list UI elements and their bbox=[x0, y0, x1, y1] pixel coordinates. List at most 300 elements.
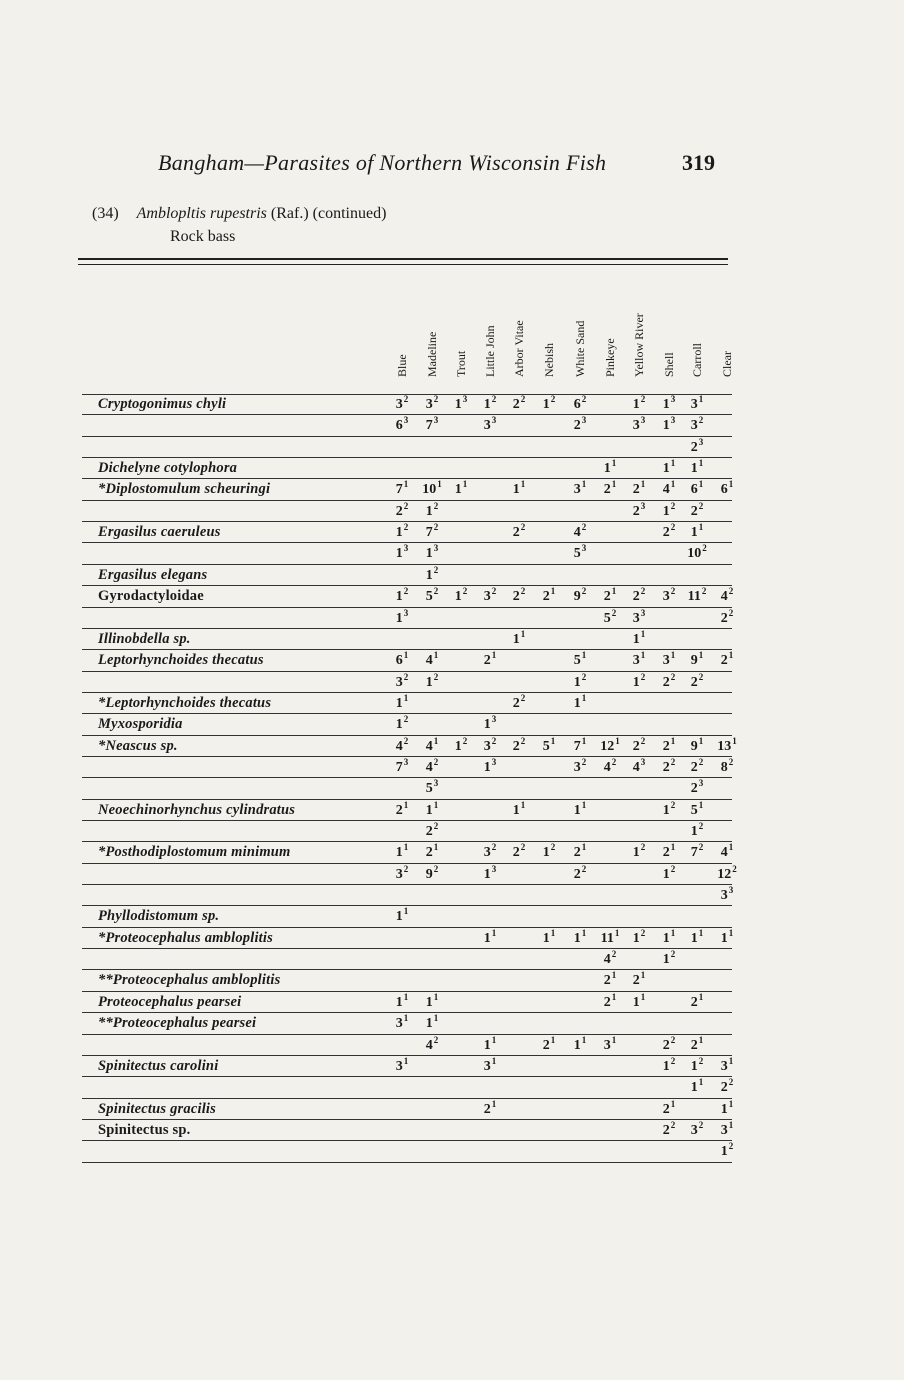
cell-value: 1 bbox=[662, 418, 670, 434]
table-cell bbox=[654, 501, 684, 520]
cell-value: 1 bbox=[395, 546, 403, 562]
cell-value: 1 bbox=[542, 845, 550, 861]
cell-superscript: 2 bbox=[640, 735, 646, 746]
cell-superscript: 3 bbox=[491, 415, 497, 426]
cell-superscript: 1 bbox=[728, 1119, 734, 1130]
row-label: Proteocephalus pearsei bbox=[98, 993, 242, 1010]
cell-value: 2 bbox=[632, 973, 640, 989]
row-rule bbox=[82, 1140, 732, 1141]
column-header: Arbor Vitae bbox=[512, 320, 526, 377]
cell-superscript: 3 bbox=[491, 714, 497, 725]
cell-value: 3 bbox=[720, 1058, 728, 1074]
table-cell bbox=[387, 842, 417, 861]
cell-superscript: 2 bbox=[550, 394, 556, 404]
cell-value: 2 bbox=[662, 525, 670, 541]
table-cell bbox=[682, 672, 712, 691]
column-header: Yellow River bbox=[632, 313, 646, 377]
cell-superscript: 3 bbox=[698, 436, 704, 447]
cell-superscript: 1 bbox=[728, 479, 734, 490]
cell-superscript: 2 bbox=[403, 500, 409, 511]
cell-superscript: 1 bbox=[640, 650, 646, 661]
table-cell bbox=[565, 650, 595, 669]
row-rule bbox=[82, 1098, 732, 1099]
cell-value: 2 bbox=[603, 482, 611, 498]
table-cell bbox=[654, 394, 684, 413]
cell-value: 7 bbox=[425, 418, 433, 434]
cell-value: 1 bbox=[454, 738, 462, 754]
cell-value: 2 bbox=[512, 589, 520, 605]
cell-superscript: 2 bbox=[698, 671, 704, 682]
row-label: Spinitectus sp. bbox=[98, 1121, 191, 1138]
cell-superscript: 2 bbox=[403, 586, 409, 597]
table-cell bbox=[475, 586, 505, 605]
table-cell bbox=[682, 650, 712, 669]
cell-superscript: 3 bbox=[581, 415, 587, 426]
cell-value: 2 bbox=[573, 845, 581, 861]
cell-value: 1 bbox=[395, 845, 403, 861]
table-cell bbox=[654, 928, 684, 947]
table-cell bbox=[565, 479, 595, 498]
cell-value: 3 bbox=[395, 1058, 403, 1074]
cell-value: 2 bbox=[425, 845, 433, 861]
row-rule bbox=[82, 1034, 732, 1035]
table-cell bbox=[387, 906, 417, 925]
cell-value: 4 bbox=[425, 759, 433, 775]
table-cell bbox=[712, 1141, 742, 1160]
cell-value: 1 bbox=[573, 802, 581, 818]
cell-superscript: 2 bbox=[732, 863, 737, 874]
cell-superscript: 1 bbox=[670, 842, 676, 853]
cell-superscript: 1 bbox=[698, 650, 704, 661]
cell-superscript: 2 bbox=[581, 394, 587, 404]
table-cell bbox=[417, 522, 447, 541]
cell-value: 2 bbox=[573, 418, 581, 434]
cell-value: 2 bbox=[512, 738, 520, 754]
table-cell bbox=[712, 1056, 742, 1075]
table-cell bbox=[624, 672, 654, 691]
table-cell bbox=[565, 842, 595, 861]
row-label: *Posthodiplostomum minimum bbox=[98, 844, 291, 861]
table-cell bbox=[417, 394, 447, 413]
cell-value: 1 bbox=[425, 503, 433, 519]
cell-value: 5 bbox=[425, 781, 433, 797]
table-cell bbox=[682, 992, 712, 1011]
cell-superscript: 1 bbox=[728, 1055, 734, 1066]
table-cell bbox=[624, 629, 654, 648]
cell-superscript: 3 bbox=[403, 607, 409, 618]
cell-superscript: 1 bbox=[403, 991, 409, 1002]
table-cell bbox=[475, 864, 505, 883]
row-rule bbox=[82, 820, 732, 821]
row-rule bbox=[82, 1162, 732, 1163]
table-cell bbox=[624, 479, 654, 498]
cell-superscript: 2 bbox=[698, 415, 704, 426]
cell-value: 1 bbox=[425, 1016, 433, 1032]
cell-value: 3 bbox=[690, 1122, 698, 1138]
cell-superscript: 2 bbox=[670, 799, 676, 810]
table-cell bbox=[534, 842, 564, 861]
cell-value: 6 bbox=[690, 482, 698, 498]
table-cell bbox=[654, 1120, 684, 1139]
table-cell bbox=[417, 586, 447, 605]
cell-superscript: 2 bbox=[433, 821, 439, 831]
cell-value: 12 bbox=[717, 866, 732, 882]
cell-value: 2 bbox=[603, 589, 611, 605]
cell-value: 1 bbox=[425, 567, 433, 583]
row-rule bbox=[82, 564, 732, 565]
table-cell bbox=[682, 1120, 712, 1139]
cell-value: 1 bbox=[632, 930, 640, 946]
cell-value: 1 bbox=[483, 1037, 491, 1053]
cell-value: 2 bbox=[662, 759, 670, 775]
table-cell bbox=[595, 736, 625, 755]
cell-superscript: 1 bbox=[611, 970, 617, 981]
cell-superscript: 1 bbox=[614, 927, 620, 938]
table-cell bbox=[682, 1077, 712, 1096]
cell-value: 1 bbox=[632, 397, 640, 412]
table-cell bbox=[595, 608, 625, 627]
cell-superscript: 1 bbox=[728, 842, 734, 853]
cell-superscript: 1 bbox=[611, 586, 617, 597]
cell-superscript: 1 bbox=[581, 927, 587, 938]
cell-value: 5 bbox=[690, 802, 698, 818]
table-cell bbox=[682, 501, 712, 520]
table-cell bbox=[654, 672, 684, 691]
cell-superscript: 1 bbox=[433, 650, 439, 661]
table-cell bbox=[475, 842, 505, 861]
row-rule bbox=[82, 436, 732, 437]
cell-superscript: 1 bbox=[698, 1034, 704, 1045]
cell-superscript: 2 bbox=[670, 671, 676, 682]
table-cell bbox=[595, 992, 625, 1011]
cell-value: 3 bbox=[632, 653, 640, 669]
cell-value: 1 bbox=[632, 845, 640, 861]
cell-value: 7 bbox=[395, 759, 403, 775]
cell-superscript: 2 bbox=[520, 735, 526, 746]
table-cell bbox=[565, 693, 595, 712]
column-header: Shell bbox=[662, 352, 676, 377]
cell-value: 3 bbox=[720, 1122, 728, 1138]
cell-value: 3 bbox=[395, 866, 403, 882]
column-header: Blue bbox=[395, 354, 409, 377]
cell-superscript: 3 bbox=[433, 778, 439, 789]
cell-superscript: 2 bbox=[640, 842, 646, 853]
table-cell bbox=[417, 1013, 447, 1032]
cell-superscript: 1 bbox=[403, 842, 409, 853]
table-cell bbox=[417, 543, 447, 562]
row-label: **Proteocephalus pearsei bbox=[98, 1015, 257, 1032]
table-cell bbox=[712, 586, 742, 605]
cell-superscript: 2 bbox=[491, 735, 497, 746]
cell-value: 2 bbox=[632, 738, 640, 754]
cell-superscript: 2 bbox=[433, 500, 439, 511]
cell-superscript: 2 bbox=[433, 1034, 439, 1045]
table-cell bbox=[387, 543, 417, 562]
cell-superscript: 2 bbox=[550, 842, 556, 853]
cell-value: 1 bbox=[454, 589, 462, 605]
cell-superscript: 2 bbox=[728, 586, 734, 597]
table-cell bbox=[624, 757, 654, 776]
column-header: Carroll bbox=[690, 343, 704, 377]
table-cell bbox=[387, 736, 417, 755]
cell-value: 1 bbox=[690, 525, 698, 541]
table-cell bbox=[475, 1056, 505, 1075]
cell-superscript: 2 bbox=[581, 756, 587, 767]
row-label: *Proteocephalus ambloplitis bbox=[98, 929, 273, 946]
cell-value: 9 bbox=[690, 738, 698, 754]
cell-superscript: 3 bbox=[403, 415, 409, 426]
cell-superscript: 3 bbox=[640, 500, 646, 511]
cell-value: 1 bbox=[632, 994, 640, 1010]
cell-superscript: 2 bbox=[670, 1055, 676, 1066]
cell-superscript: 2 bbox=[670, 949, 676, 960]
cell-superscript: 1 bbox=[550, 1034, 556, 1045]
table-cell bbox=[387, 586, 417, 605]
cell-superscript: 1 bbox=[698, 991, 704, 1002]
table-cell bbox=[682, 522, 712, 541]
cell-superscript: 1 bbox=[615, 735, 620, 746]
table-cell bbox=[387, 672, 417, 691]
cell-value: 2 bbox=[512, 845, 520, 861]
cell-superscript: 1 bbox=[433, 991, 439, 1002]
table-cell bbox=[504, 629, 534, 648]
cell-superscript: 1 bbox=[670, 458, 676, 469]
cell-value: 1 bbox=[483, 930, 491, 946]
cell-superscript: 2 bbox=[701, 586, 707, 597]
cell-value: 4 bbox=[425, 653, 433, 669]
cell-value: 3 bbox=[573, 482, 581, 498]
cell-superscript: 1 bbox=[698, 799, 704, 810]
table-cell bbox=[624, 992, 654, 1011]
table-cell bbox=[417, 415, 447, 434]
table-cell bbox=[446, 586, 476, 605]
cell-value: 7 bbox=[690, 845, 698, 861]
cell-value: 2 bbox=[483, 653, 491, 669]
table-cell bbox=[712, 1099, 742, 1118]
cell-value: 4 bbox=[720, 845, 728, 861]
cell-superscript: 3 bbox=[491, 863, 497, 874]
table-cell bbox=[475, 928, 505, 947]
cell-value: 1 bbox=[662, 461, 670, 477]
cell-value: 1 bbox=[395, 610, 403, 626]
table-cell bbox=[387, 501, 417, 520]
table-cell bbox=[417, 565, 447, 584]
cell-superscript: 1 bbox=[491, 1098, 497, 1109]
cell-superscript: 2 bbox=[670, 1119, 676, 1130]
table-cell bbox=[595, 949, 625, 968]
cell-superscript: 2 bbox=[640, 394, 646, 404]
table-cell bbox=[595, 586, 625, 605]
cell-value: 2 bbox=[395, 802, 403, 818]
cell-superscript: 2 bbox=[728, 1141, 734, 1152]
cell-superscript: 2 bbox=[433, 756, 439, 767]
row-label: Leptorhynchoides thecatus bbox=[98, 652, 264, 669]
row-label: Ergasilus elegans bbox=[98, 566, 208, 583]
cell-value: 2 bbox=[512, 525, 520, 541]
cell-value: 1 bbox=[690, 930, 698, 946]
table-cell bbox=[682, 543, 712, 562]
cell-value: 3 bbox=[483, 418, 491, 434]
table-cell bbox=[417, 736, 447, 755]
cell-value: 3 bbox=[483, 1058, 491, 1074]
cell-superscript: 1 bbox=[491, 1034, 497, 1045]
table-cell bbox=[682, 394, 712, 413]
cell-superscript: 2 bbox=[611, 949, 617, 960]
table-cell bbox=[387, 1056, 417, 1075]
table-cell bbox=[475, 1035, 505, 1054]
table-cell bbox=[504, 394, 534, 413]
row-label: Myxosporidia bbox=[98, 716, 183, 733]
cell-value: 4 bbox=[395, 738, 403, 754]
cell-superscript: 2 bbox=[433, 586, 439, 597]
cell-superscript: 1 bbox=[728, 927, 734, 938]
table-cell bbox=[624, 736, 654, 755]
cell-superscript: 2 bbox=[670, 522, 676, 533]
cell-superscript: 3 bbox=[640, 756, 646, 767]
cell-superscript: 1 bbox=[698, 927, 704, 938]
cell-value: 7 bbox=[573, 738, 581, 754]
cell-value: 4 bbox=[573, 525, 581, 541]
running-title: Bangham—Parasites of Northern Wisconsin Fish bbox=[158, 150, 607, 175]
cell-superscript: 2 bbox=[520, 522, 526, 533]
cell-superscript: 1 bbox=[640, 479, 646, 490]
table-cell bbox=[417, 501, 447, 520]
cell-superscript: 1 bbox=[640, 628, 646, 639]
table-cell bbox=[682, 437, 712, 456]
cell-value: 1 bbox=[425, 802, 433, 818]
table-cell bbox=[504, 800, 534, 819]
table-cell bbox=[475, 714, 505, 733]
cell-superscript: 2 bbox=[670, 756, 676, 767]
table-cell bbox=[387, 415, 417, 434]
cell-value: 2 bbox=[690, 759, 698, 775]
table-cell bbox=[682, 736, 712, 755]
cell-superscript: 1 bbox=[491, 1055, 497, 1066]
cell-value: 5 bbox=[573, 653, 581, 669]
table-cell bbox=[654, 736, 684, 755]
cell-superscript: 2 bbox=[403, 863, 409, 874]
cell-superscript: 1 bbox=[670, 1098, 676, 1109]
table-cell bbox=[682, 821, 712, 840]
cell-superscript: 1 bbox=[520, 479, 526, 490]
cell-value: 1 bbox=[425, 994, 433, 1010]
cell-value: 2 bbox=[603, 973, 611, 989]
cell-value: 3 bbox=[690, 397, 698, 412]
cell-value: 2 bbox=[662, 1122, 670, 1138]
cell-superscript: 2 bbox=[433, 863, 439, 874]
cell-superscript: 1 bbox=[640, 970, 646, 981]
cell-value: 4 bbox=[632, 759, 640, 775]
table-top-rule-thin bbox=[78, 264, 728, 265]
table-cell bbox=[417, 842, 447, 861]
column-header: Nebish bbox=[542, 343, 556, 377]
cell-superscript: 3 bbox=[640, 415, 646, 426]
table-cell bbox=[565, 800, 595, 819]
cell-value: 4 bbox=[425, 738, 433, 754]
cell-superscript: 2 bbox=[728, 607, 734, 618]
cell-value: 4 bbox=[603, 759, 611, 775]
cell-superscript: 2 bbox=[491, 586, 497, 597]
cell-value: 1 bbox=[573, 674, 581, 690]
table-cell bbox=[712, 885, 742, 904]
row-label: Spinitectus gracilis bbox=[98, 1100, 217, 1117]
row-label: Ergasilus caeruleus bbox=[98, 524, 221, 541]
cell-superscript: 1 bbox=[670, 479, 676, 490]
cell-value: 2 bbox=[690, 1037, 698, 1053]
table-cell bbox=[387, 394, 417, 413]
cell-superscript: 2 bbox=[403, 714, 409, 725]
cell-value: 6 bbox=[720, 482, 728, 498]
cell-superscript: 1 bbox=[433, 799, 439, 810]
table-cell bbox=[565, 736, 595, 755]
table-cell bbox=[624, 650, 654, 669]
species-author: (Raf.) bbox=[270, 205, 309, 222]
table-cell bbox=[682, 415, 712, 434]
table-cell bbox=[712, 864, 742, 883]
table-cell bbox=[654, 800, 684, 819]
cell-value: 1 bbox=[512, 802, 520, 818]
cell-value: 1 bbox=[662, 866, 670, 882]
cell-superscript: 2 bbox=[462, 586, 468, 597]
cell-superscript: 3 bbox=[670, 415, 676, 426]
cell-value: 1 bbox=[573, 695, 581, 711]
table-cell bbox=[624, 970, 654, 989]
table-cell bbox=[654, 650, 684, 669]
table-cell bbox=[387, 1013, 417, 1032]
table-cell bbox=[534, 1035, 564, 1054]
row-label: Cryptogonimus chyli bbox=[98, 396, 227, 412]
row-rule bbox=[82, 1076, 732, 1077]
cell-value: 2 bbox=[720, 1080, 728, 1096]
table-cell bbox=[534, 586, 564, 605]
cell-superscript: 2 bbox=[728, 1077, 734, 1088]
table-cell bbox=[417, 672, 447, 691]
cell-superscript: 1 bbox=[698, 479, 704, 490]
cell-value: 1 bbox=[690, 824, 698, 839]
table-cell bbox=[417, 800, 447, 819]
table-cell bbox=[595, 757, 625, 776]
cell-superscript: 2 bbox=[670, 1034, 676, 1045]
table-cell bbox=[712, 1077, 742, 1096]
cell-superscript: 2 bbox=[403, 522, 409, 533]
cell-value: 2 bbox=[690, 781, 698, 797]
column-header: Trout bbox=[454, 350, 468, 377]
cell-superscript: 2 bbox=[491, 394, 497, 404]
cell-value: 1 bbox=[542, 397, 550, 412]
cell-superscript: 3 bbox=[491, 756, 497, 767]
table-cell bbox=[565, 672, 595, 691]
table-cell bbox=[712, 1120, 742, 1139]
table-cell bbox=[712, 928, 742, 947]
table-cell bbox=[565, 543, 595, 562]
row-label: Neoechinorhynchus cylindratus bbox=[98, 801, 296, 818]
row-rule bbox=[82, 777, 732, 778]
cell-superscript: 3 bbox=[581, 543, 587, 554]
cell-value: 4 bbox=[603, 952, 611, 968]
cell-superscript: 2 bbox=[698, 1119, 704, 1130]
cell-superscript: 2 bbox=[670, 863, 676, 874]
table-cell bbox=[387, 757, 417, 776]
cell-superscript: 2 bbox=[698, 500, 704, 511]
table-cell bbox=[624, 608, 654, 627]
row-rule bbox=[82, 948, 732, 949]
cell-superscript: 1 bbox=[403, 650, 409, 661]
table-cell bbox=[387, 522, 417, 541]
cell-value: 3 bbox=[395, 674, 403, 690]
row-label: *Leptorhynchoides thecatus bbox=[98, 694, 272, 711]
table-cell bbox=[624, 928, 654, 947]
table-cell bbox=[446, 479, 476, 498]
